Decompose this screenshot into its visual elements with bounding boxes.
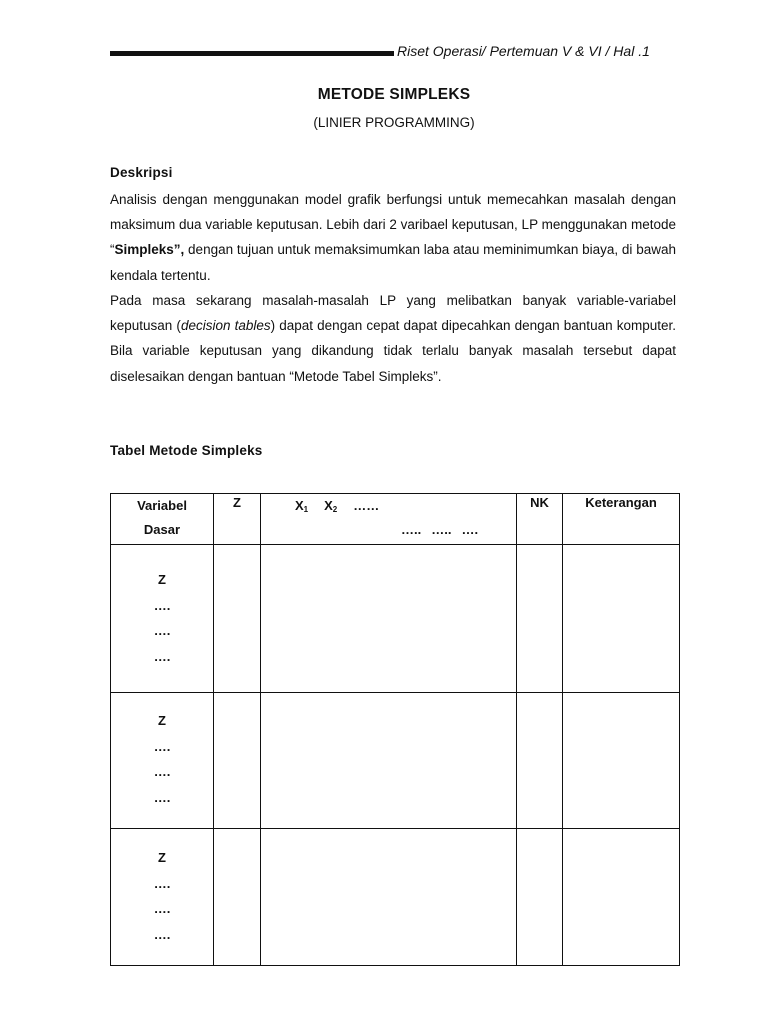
table-header-row — [111, 494, 680, 545]
variables-cell — [261, 829, 517, 966]
x2-subscript: 2 — [332, 505, 338, 514]
deskripsi-heading: Deskripsi — [110, 165, 173, 180]
nk-cell — [517, 829, 563, 966]
col-variables-line1 — [261, 494, 516, 518]
x-dots-b: ….. — [431, 522, 452, 537]
row-item: …. — [153, 648, 171, 664]
table-row — [111, 693, 680, 829]
row-item: …. — [153, 789, 171, 805]
keterangan-cell — [563, 545, 680, 693]
deskripsi-paragraph-2 — [110, 288, 676, 389]
row-item: …. — [153, 764, 171, 779]
x-more-dots: …… — [353, 498, 380, 513]
x1-label: X — [295, 498, 304, 513]
row-item: …. — [153, 597, 171, 613]
col-keterangan: Keterangan — [563, 494, 680, 545]
row-item: …. — [153, 738, 171, 754]
col-variables — [261, 494, 517, 545]
nk-cell — [517, 693, 563, 829]
variables-cell — [261, 693, 517, 829]
simplex-table — [110, 493, 680, 966]
row-item: …. — [153, 926, 171, 942]
col-variabel-line1: Variabel — [137, 498, 187, 513]
variabel-dasar-cell — [111, 829, 214, 966]
header-rule — [110, 51, 394, 56]
row-item: Z — [158, 850, 166, 865]
row-item: …. — [153, 901, 171, 916]
p2-text-b: ) dapat dengan cepat dapat dipecahkan dengan bantuan komputer. Bila variable keputusan yang dikandung tidak terlalu banyak masalah tersebut dapat diselesaikan dengan bantuan “Metode Tabel Simpleks”. — [110, 318, 676, 384]
deskripsi-paragraph-1 — [110, 187, 676, 288]
x1-subscript: 1 — [303, 505, 309, 514]
p1-text-a: Analisis dengan menggunakan model grafik berfungsi untuk memecahkan masalah dengan maksimum dua variable keputusan. Lebih dari 2 varibael keputusan, LP menggunakan metode “ — [110, 192, 676, 258]
x2-label: X — [324, 498, 333, 513]
p1-bold-term: Simpleks”, — [114, 242, 185, 258]
row-item: …. — [153, 623, 171, 638]
keterangan-cell — [563, 829, 680, 966]
tabel-heading: Tabel Metode Simpleks — [110, 443, 263, 458]
variables-cell — [261, 545, 517, 693]
table-row — [111, 829, 680, 966]
col-variabel-dasar — [111, 494, 214, 545]
z-cell — [214, 829, 261, 966]
col-nk: NK — [517, 494, 563, 545]
variabel-dasar-cell — [111, 693, 214, 829]
z-cell — [214, 545, 261, 693]
p2-italic-term: decision tables — [180, 318, 271, 334]
document-title: METODE SIMPLEKS — [317, 86, 471, 103]
row-item: Z — [158, 572, 166, 587]
row-item: …. — [153, 875, 171, 891]
x-dots-c: …. — [461, 522, 479, 537]
row-item: Z — [158, 713, 166, 728]
nk-cell — [517, 545, 563, 693]
col-z: Z — [214, 494, 261, 545]
col-variables-line2 — [261, 518, 516, 542]
x-dots-a: ….. — [401, 522, 422, 537]
document-subtitle: (LINIER PROGRAMMING) — [313, 115, 475, 130]
p2-text-a: Pada masa sekarang masalah-masalah LP yang melibatkan banyak variable-variabel keputusan ( — [110, 293, 676, 334]
p1-text-b: dengan tujuan untuk memaksimumkan laba atau meminimumkan biaya, di bawah kendala tertentu. — [110, 242, 676, 283]
table-row — [111, 545, 680, 693]
running-header: Riset Operasi/ Pertemuan V & VI / Hal .1 — [397, 43, 650, 59]
col-variabel-line2: Dasar — [143, 522, 181, 537]
z-cell — [214, 693, 261, 829]
variabel-dasar-cell — [111, 545, 214, 693]
keterangan-cell — [563, 693, 680, 829]
